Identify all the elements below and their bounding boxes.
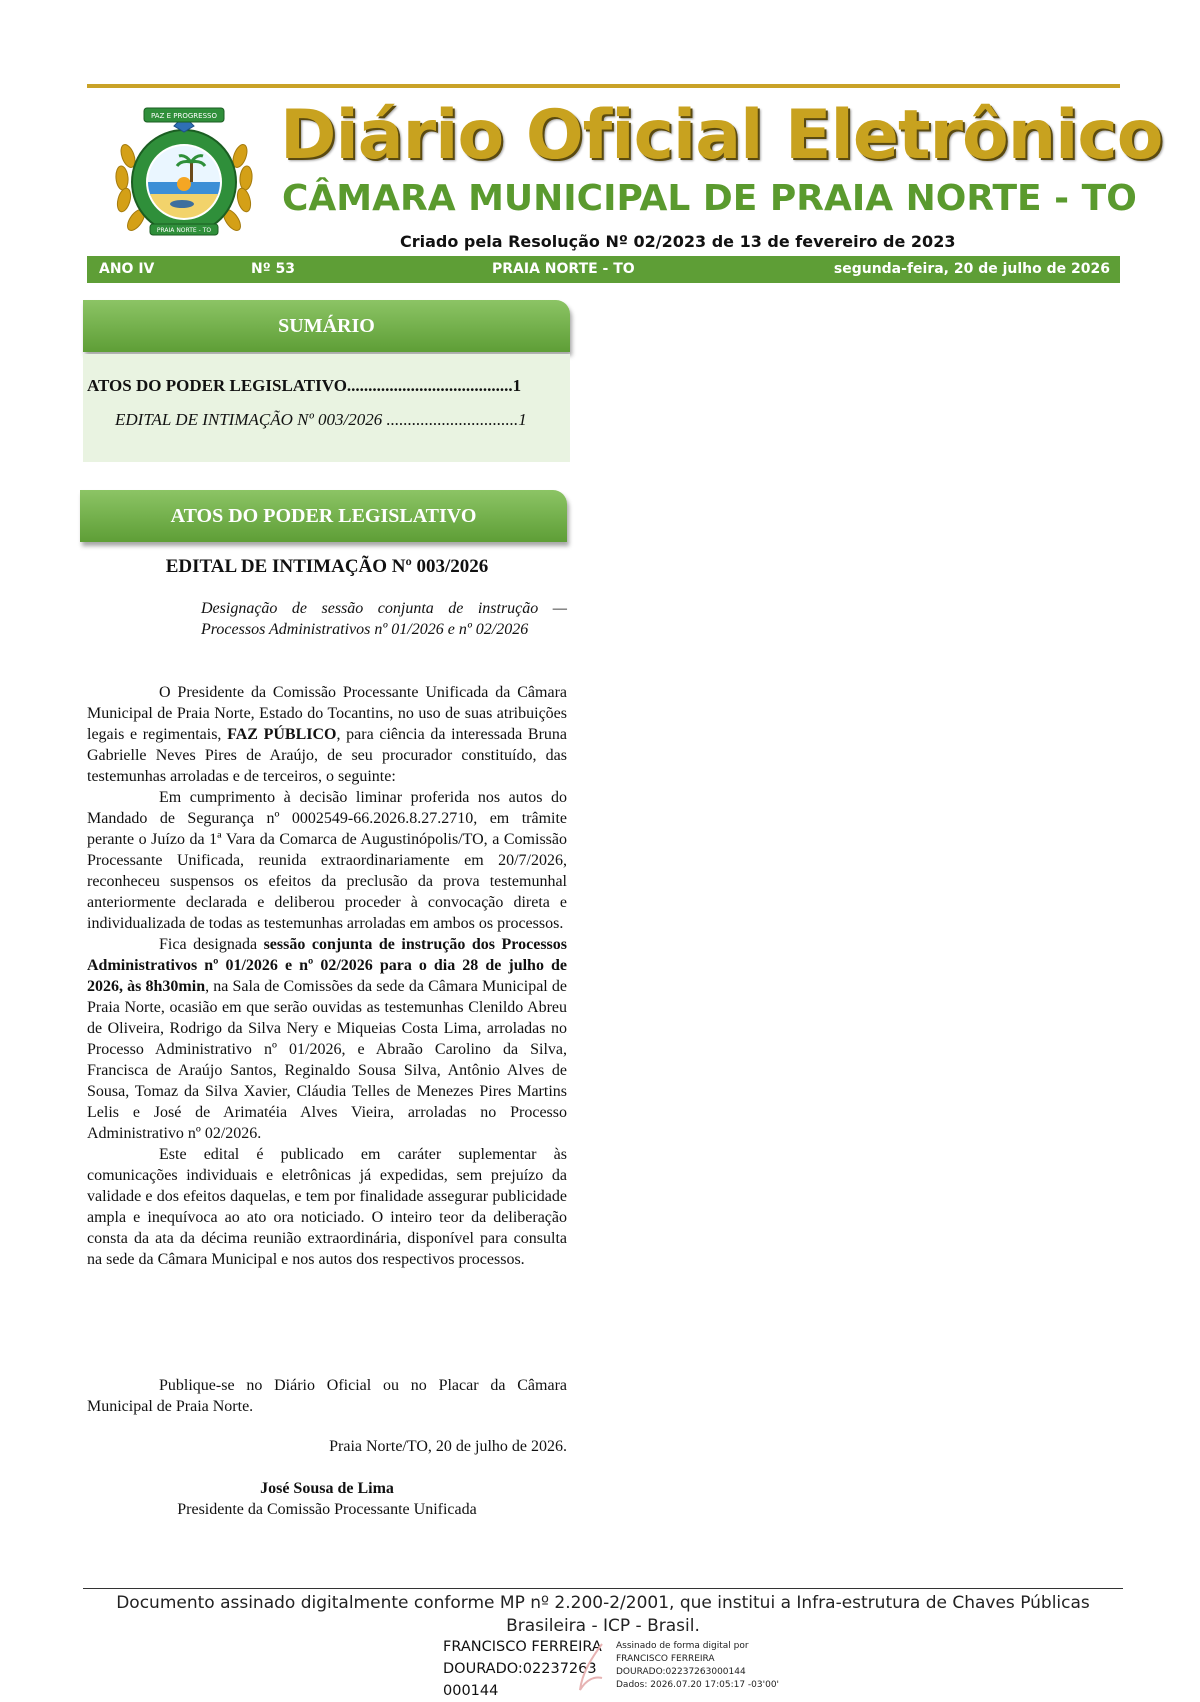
paragraph: Este edital é publicado em caráter suplementar às comunicações individuais e eletrônicas já expedidas, sem prejuízo da validade e dos efeitos daquelas, e tem por finalidade assegurar publicidade ampla e inequívoca ao ato ora noticiado. O inteiro teor da deliberação consta da ata da décima reunião extraordinária, disponível para consulta na sede da Câmara Municipal e nos autos dos respectivos processos.: [87, 1146, 567, 1268]
paragraph: Fica designada sessão conjunta de instrução dos Processos Administrativos nº 01/2026 e nº 02/2026 para o dia 28 de julho de 2026, às 8h30min, na Sala de Comissões da sede da Câmara Municipal de Praia Norte, ocasião em que serão ouvidas as testemunhas Clenildo Abreu de Oliveira, Rodrigo da Silva Nery e Miqueias Costa Lima, arroladas no Processo Administrativo nº 01/2026, e Abraão Carolino da Silva, Francisca de Araújo Santos, Reginaldo Sousa Silva, Antônio Alves de Sousa, Tomaz da Silva Xavier, Cláudia Telles de Menezes Pires Martins Lelis e José de Arimatéia Alves Vieira, arroladas no Processo Administrativo nº 02/2026.: [87, 936, 568, 1142]
paragraph: Em cumprimento à decisão liminar proferida nos autos do Mandado de Segurança nº 0002549-66.2026.8.27.2710, em trâmite perante o Juízo da 1ª Vara da Comarca de Augustinópolis/TO, a Comissão Processante Unificada, reunida extraordinariamente em 20/7/2026, reconheceu suspensos os efeitos da preclusão da prova testemunhal anteriormente declarada e deliberou proceder à convocação direta e individualizada de todas as testemunhas arroladas em ambos os processos.: [87, 789, 567, 932]
sumario-box: [83, 354, 570, 462]
municipal-seal-logo: [110, 96, 258, 248]
signer-role: Presidente da Comissão Processante Unificada: [177, 1501, 477, 1518]
sumario-header: SUMÁRIO: [83, 300, 570, 352]
masthead-title: Diário Oficial Eletrônico: [280, 96, 1163, 175]
edital-body: [87, 682, 567, 1270]
toc-entry[interactable]: ATOS DO PODER LEGISLATIVO.......................................1: [87, 376, 522, 395]
issue-date: segunda-feira, 20 de julho de 2026: [833, 261, 1110, 277]
signature-mark-icon: [572, 1640, 612, 1696]
signer-name: José Sousa de Lima: [260, 1480, 394, 1497]
issue-info-bar: [87, 256, 1120, 283]
masthead-resolution: Criado pela Resolução Nº 02/2023 de 13 de fevereiro de 2023: [400, 232, 956, 251]
toc-entry-label: ATOS DO PODER LEGISLATIVO: [87, 376, 347, 395]
publication-order: Publique-se no Diário Oficial ou no Placar da Câmara Municipal de Praia Norte.: [87, 1377, 567, 1415]
digital-signature-stamp: Assinado de forma digital por FRANCISCO FERREIRA DOURADO:02237263000144 Dados: 2026.07.20 17:05:17 -03'00': [616, 1641, 780, 1690]
toc-entry-page: 1: [512, 376, 522, 395]
paragraph: O Presidente da Comissão Processante Unificada da Câmara Municipal de Praia Norte, Estado do Tocantins, no uso de suas atribuições legais e regimentais, FAZ PÚBLICO, para ciência da interessada Bruna Gabrielle Neves Pires de Araújo, de seu procurador constituído, das testemunhas arroladas e de terceiros, o seguinte:: [87, 684, 568, 785]
toc-entry-label: EDITAL DE INTIMAÇÃO Nº 003/2026: [115, 410, 383, 429]
issue-year: ANO IV: [99, 261, 155, 277]
top-rule: [87, 84, 1120, 88]
masthead-subtitle: CÂMARA MUNICIPAL DE PRAIA NORTE - TO: [282, 178, 1137, 219]
svg-text:PRAIA NORTE - TO: PRAIA NORTE - TO: [156, 227, 212, 234]
issue-place: PRAIA NORTE - TO: [492, 261, 635, 277]
footer-note: Documento assinado digitalmente conforme MP nº 2.200-2/2001, que institui a Infra-estrutura de Chaves Públicas Brasileira - ICP - Brasil.: [116, 1593, 1090, 1636]
issue-number: Nº 53: [251, 261, 295, 277]
toc-entry-page: 1: [518, 410, 527, 429]
toc-entry[interactable]: EDITAL DE INTIMAÇÃO Nº 003/2026 ...............................1: [115, 410, 527, 429]
edital-title: EDITAL DE INTIMAÇÃO Nº 003/2026: [165, 556, 489, 577]
footer-rule: [83, 1588, 1123, 1589]
place-date: Praia Norte/TO, 20 de julho de 2026.: [329, 1438, 567, 1455]
svg-text:PAZ E PROGRESSO: PAZ E PROGRESSO: [151, 112, 217, 120]
edital-ementa: Designação de sessão conjunta de instrução — Processos Administrativos nº 01/2026 e nº 02/2026: [201, 600, 567, 638]
digital-signer: FRANCISCO FERREIRA DOURADO:02237263 000144: [443, 1639, 602, 1699]
section-header: ATOS DO PODER LEGISLATIVO: [80, 490, 567, 542]
